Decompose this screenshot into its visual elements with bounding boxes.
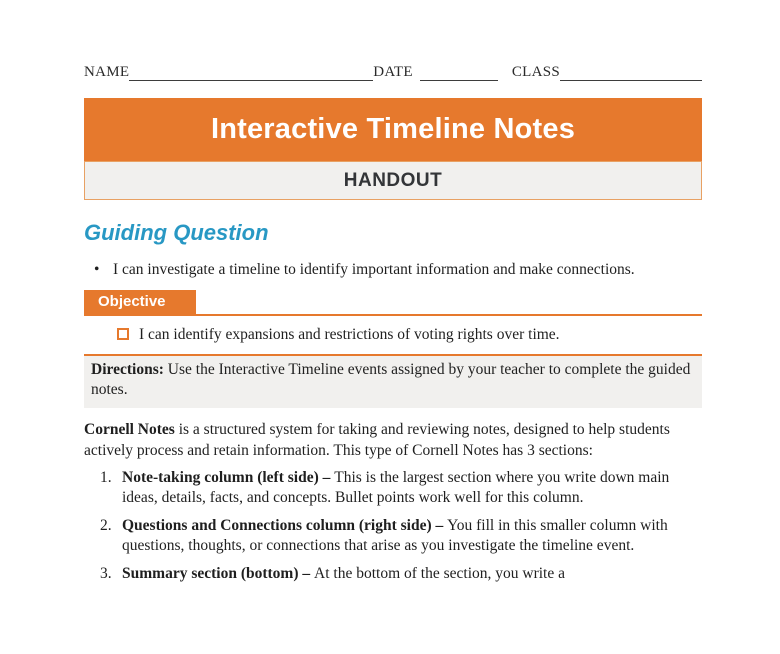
date-label: DATE bbox=[373, 64, 413, 80]
list-item bbox=[84, 516, 702, 557]
guiding-question-heading: Guiding Question bbox=[84, 220, 269, 245]
cornell-intro-paragraph bbox=[84, 419, 702, 461]
objective-checkbox-item bbox=[84, 325, 702, 345]
list-item-rest: You fill in this smaller column with questions, thoughts, or connections that arise as you investigate the timeline event. bbox=[122, 516, 668, 554]
page-content bbox=[84, 0, 702, 584]
list-item-number: 3. bbox=[100, 564, 112, 582]
list-item-rest: This is the largest section where you write down main ideas, details, facts, and concepts. Bullet points work well for this column. bbox=[122, 468, 670, 506]
class-blank-line bbox=[560, 62, 702, 81]
bullet-icon: • bbox=[94, 261, 100, 278]
cornell-sections-list bbox=[84, 468, 702, 585]
cornell-intro-lead: Cornell Notes bbox=[84, 420, 175, 438]
list-item-lead: Note-taking column (left side) – bbox=[122, 468, 335, 486]
list-item-number: 2. bbox=[100, 516, 112, 534]
date-blank-line bbox=[420, 62, 498, 81]
list-item-lead: Summary section (bottom) – bbox=[122, 564, 315, 582]
title-banner bbox=[84, 98, 702, 200]
list-item bbox=[84, 564, 702, 585]
directions-label: Directions: bbox=[91, 360, 164, 378]
guiding-question-bullet-item bbox=[84, 259, 702, 281]
objective-section-header bbox=[84, 290, 702, 316]
list-item bbox=[84, 468, 702, 509]
guiding-question-text: I can investigate a timeline to identify important information and make connections. bbox=[113, 261, 635, 278]
directions-box bbox=[84, 354, 702, 408]
list-item-text bbox=[122, 516, 684, 557]
name-label: NAME bbox=[84, 64, 130, 80]
objective-tab-label: Objective bbox=[84, 290, 196, 314]
list-item-lead: Questions and Connections column (right side) – bbox=[122, 516, 448, 534]
class-label: CLASS bbox=[511, 64, 560, 80]
page-subtitle: HANDOUT bbox=[343, 169, 443, 191]
cornell-intro-text: is a structured system for taking and reviewing notes, designed to help students actively process and retain information. This type of Cornell Notes has 3 sections: bbox=[84, 420, 670, 459]
name-blank-line bbox=[129, 62, 373, 81]
header-fields bbox=[84, 62, 702, 81]
checkbox-icon bbox=[117, 328, 129, 340]
title-banner-orange-bar bbox=[84, 98, 702, 161]
list-item-rest: At the bottom of the section, you write a bbox=[314, 564, 565, 582]
list-item-text bbox=[122, 468, 684, 509]
objective-checkbox-text: I can identify expansions and restrictions of voting rights over time. bbox=[139, 325, 560, 343]
list-item-text bbox=[122, 564, 565, 585]
title-banner-subtitle-bar bbox=[84, 161, 702, 200]
page-title: Interactive Timeline Notes bbox=[210, 113, 576, 145]
list-item-number: 1. bbox=[100, 468, 112, 486]
directions-text: Use the Interactive Timeline events assigned by your teacher to complete the guided notes. bbox=[91, 360, 691, 398]
